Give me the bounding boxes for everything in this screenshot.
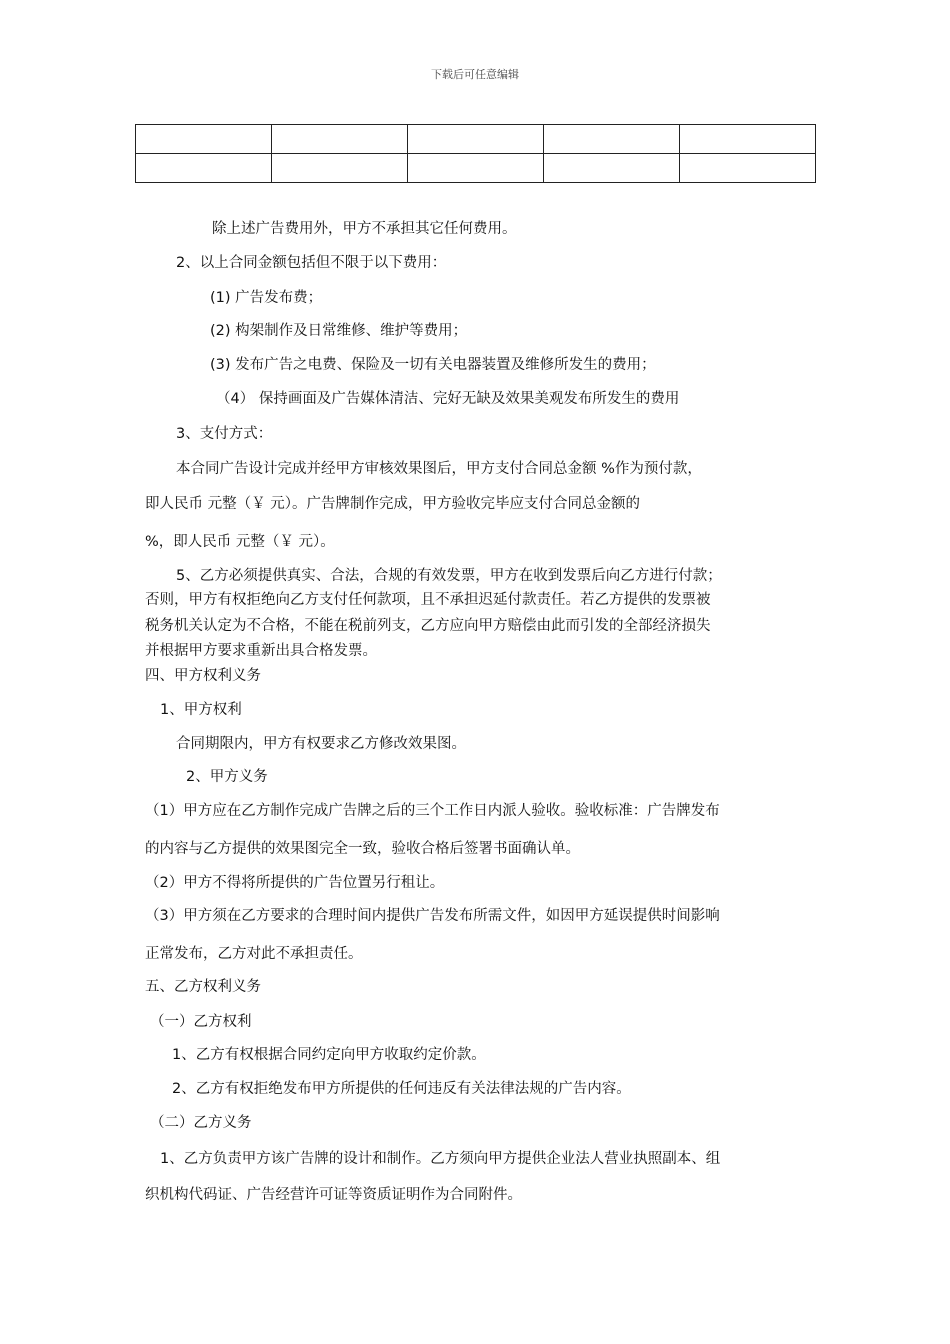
table-cell bbox=[408, 154, 544, 183]
table-cell bbox=[272, 125, 408, 154]
list-item: (2) 构架制作及日常维修、维护等费用； bbox=[210, 323, 468, 339]
paragraph-line: 1、乙方负责甲方该广告牌的设计和制作。乙方须向甲方提供企业法人营业执照副本、组 bbox=[160, 1151, 721, 1167]
paragraph-line: 除上述广告费用外，甲方不承担其它任何费用。 bbox=[212, 221, 517, 237]
paragraph-line: 5、乙方必须提供真实、合法，合规的有效发票，甲方在收到发票后向乙方进行付款； bbox=[176, 568, 722, 584]
table-cell bbox=[544, 125, 680, 154]
list-item: (1) 广告发布费； bbox=[210, 290, 323, 306]
table-row bbox=[136, 154, 816, 183]
table-cell bbox=[408, 125, 544, 154]
page-header-watermark: 下载后可任意编辑 bbox=[431, 68, 519, 81]
paragraph-line: %，即人民币 元整（￥ 元）。 bbox=[145, 534, 335, 550]
fee-table bbox=[135, 124, 816, 183]
list-item: (3) 发布广告之电费、保险及一切有关电器装置及维修所发生的费用； bbox=[210, 357, 656, 373]
section-heading: 四、甲方权利义务 bbox=[145, 668, 261, 684]
paragraph-line: 的内容与乙方提供的效果图完全一致，验收合格后签署书面确认单。 bbox=[145, 841, 580, 857]
sub-heading: （一）乙方权利 bbox=[150, 1014, 252, 1030]
paragraph-line: 合同期限内，甲方有权要求乙方修改效果图。 bbox=[176, 736, 466, 752]
sub-heading: （二）乙方义务 bbox=[150, 1115, 252, 1131]
paragraph-line: 织机构代码证、广告经营许可证等资质证明作为合同附件。 bbox=[145, 1187, 522, 1203]
paragraph-line: 1、乙方有权根据合同约定向甲方收取约定价款。 bbox=[172, 1047, 486, 1063]
paragraph-line: 本合同广告设计完成并经甲方审核效果图后，甲方支付合同总金额 %作为预付款， bbox=[176, 461, 702, 477]
paragraph-line: （2）甲方不得将所提供的广告位置另行租让。 bbox=[145, 875, 445, 891]
section-heading: 五、乙方权利义务 bbox=[145, 979, 261, 995]
table-cell bbox=[544, 154, 680, 183]
paragraph-line: 2、乙方有权拒绝发布甲方所提供的任何违反有关法律法规的广告内容。 bbox=[172, 1081, 631, 1097]
table-cell bbox=[680, 154, 816, 183]
table-cell bbox=[136, 125, 272, 154]
clause-heading: 3、支付方式： bbox=[176, 426, 273, 442]
table-cell bbox=[680, 125, 816, 154]
paragraph-line: （1）甲方应在乙方制作完成广告牌之后的三个工作日内派人验收。验收标准：广告牌发布 bbox=[145, 803, 720, 819]
table-row bbox=[136, 125, 816, 154]
paragraph-line: 并根据甲方要求重新出具合格发票。 bbox=[145, 643, 377, 659]
paragraph-line: 即人民币 元整（￥ 元）。广告牌制作完成，甲方验收完毕应支付合同总金额的 bbox=[145, 496, 640, 512]
paragraph-line: 否则，甲方有权拒绝向乙方支付任何款项，且不承担迟延付款责任。若乙方提供的发票被 bbox=[145, 592, 711, 608]
paragraph-line: 正常发布，乙方对此不承担责任。 bbox=[145, 946, 363, 962]
list-item: （4） 保持画面及广告媒体清洁、完好无缺及效果美观发布所发生的费用 bbox=[216, 391, 680, 407]
sub-heading: 1、甲方权利 bbox=[160, 702, 242, 718]
paragraph-line: 税务机关认定为不合格，不能在税前列支，乙方应向甲方赔偿由此而引发的全部经济损失 bbox=[145, 618, 711, 634]
clause-heading: 2、以上合同金额包括但不限于以下费用： bbox=[176, 255, 447, 271]
table-cell bbox=[272, 154, 408, 183]
paragraph-line: （3）甲方须在乙方要求的合理时间内提供广告发布所需文件，如因甲方延误提供时间影响 bbox=[145, 908, 720, 924]
sub-heading: 2、甲方义务 bbox=[186, 769, 268, 785]
table-cell bbox=[136, 154, 272, 183]
